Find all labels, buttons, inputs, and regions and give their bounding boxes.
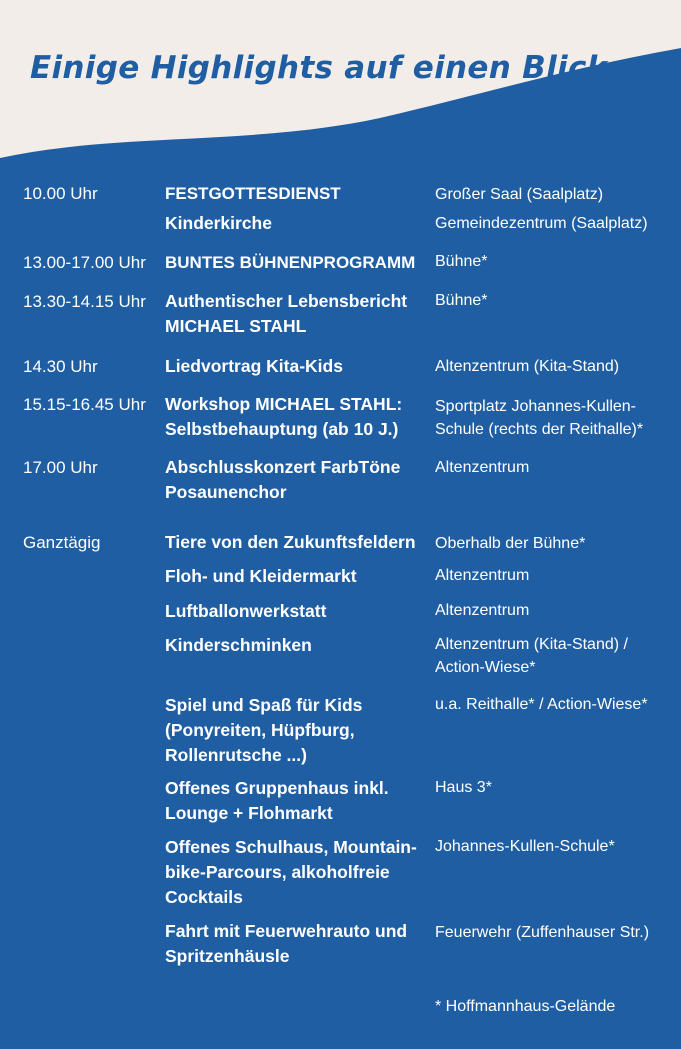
row-event: BUNTES BÜHNENPROGRAMM [165,253,416,272]
row-event: Offenes Schulhaus, Mountain- bike-Parcours, alkoholfreie Cocktails [165,837,417,907]
footnote: * Hoffmannhaus-Gelände [435,998,616,1015]
row-event: Liedvortrag Kita-Kids [165,356,343,376]
row-location: Großer Saal (Saalplatz) [435,186,604,203]
row-time: 15.15-16.45 Uhr [23,395,146,414]
row-location: Bühne* [435,292,488,309]
row-location: Bühne* [435,253,488,270]
row-location: Feuerwehr (Zuffenhauser Str.) [435,924,650,941]
row-location: Altenzentrum [435,567,530,584]
row-time: 13.00-17.00 Uhr [23,253,146,272]
page-title: Einige Highlights auf einen Blick [30,50,608,86]
row-event: Spiel und Spaß für Kids (Ponyreiten, Hüpfburg, Rollenrutsche ...) [165,695,363,765]
row-event: Workshop MICHAEL STAHL: Selbstbehauptung (ab 10 J.) [165,394,403,439]
row-location: Altenzentrum (Kita-Stand) [435,358,620,375]
row-event: Offenes Gruppenhaus inkl. Lounge + Flohmarkt [165,778,389,823]
row-location: Altenzentrum [435,602,530,619]
row-location: u.a. Reithalle* / Action-Wiese* [435,696,648,713]
row-event: Authentischer Lebensbericht MICHAEL STAHL [165,291,408,336]
row-time: 14.30 Uhr [23,357,98,376]
row-location: Oberhalb der Bühne* [435,535,586,552]
row-location: Altenzentrum (Kita-Stand) / Action-Wiese* [435,636,628,676]
row-event: FESTGOTTESDIENST [165,184,341,203]
row-event: Fahrt mit Feuerwehrauto und Spritzenhäusle [165,921,408,966]
row-location: Gemeindezentrum (Saalplatz) [435,215,648,232]
row-event: Kinderkirche [165,213,272,233]
row-event: Floh- und Kleidermarkt [165,566,357,586]
row-event: Abschlusskonzert FarbTöne Posaunenchor [165,457,401,502]
row-time: 13.30-14.15 Uhr [23,292,146,311]
row-time: 10.00 Uhr [23,184,98,203]
row-time: Ganztägig [23,533,101,552]
row-time: 17.00 Uhr [23,458,98,477]
row-location: Altenzentrum [435,459,530,476]
row-location: Johannes-Kullen-Schule* [435,838,615,855]
row-location: Sportplatz Johannes-Kullen- Schule (rechts der Reithalle)* [435,398,644,438]
row-event: Tiere von den Zukunftsfeldern [165,532,416,552]
row-location: Haus 3* [435,779,492,796]
row-event: Luftballonwerkstatt [165,601,327,621]
row-event: Kinderschminken [165,635,312,655]
